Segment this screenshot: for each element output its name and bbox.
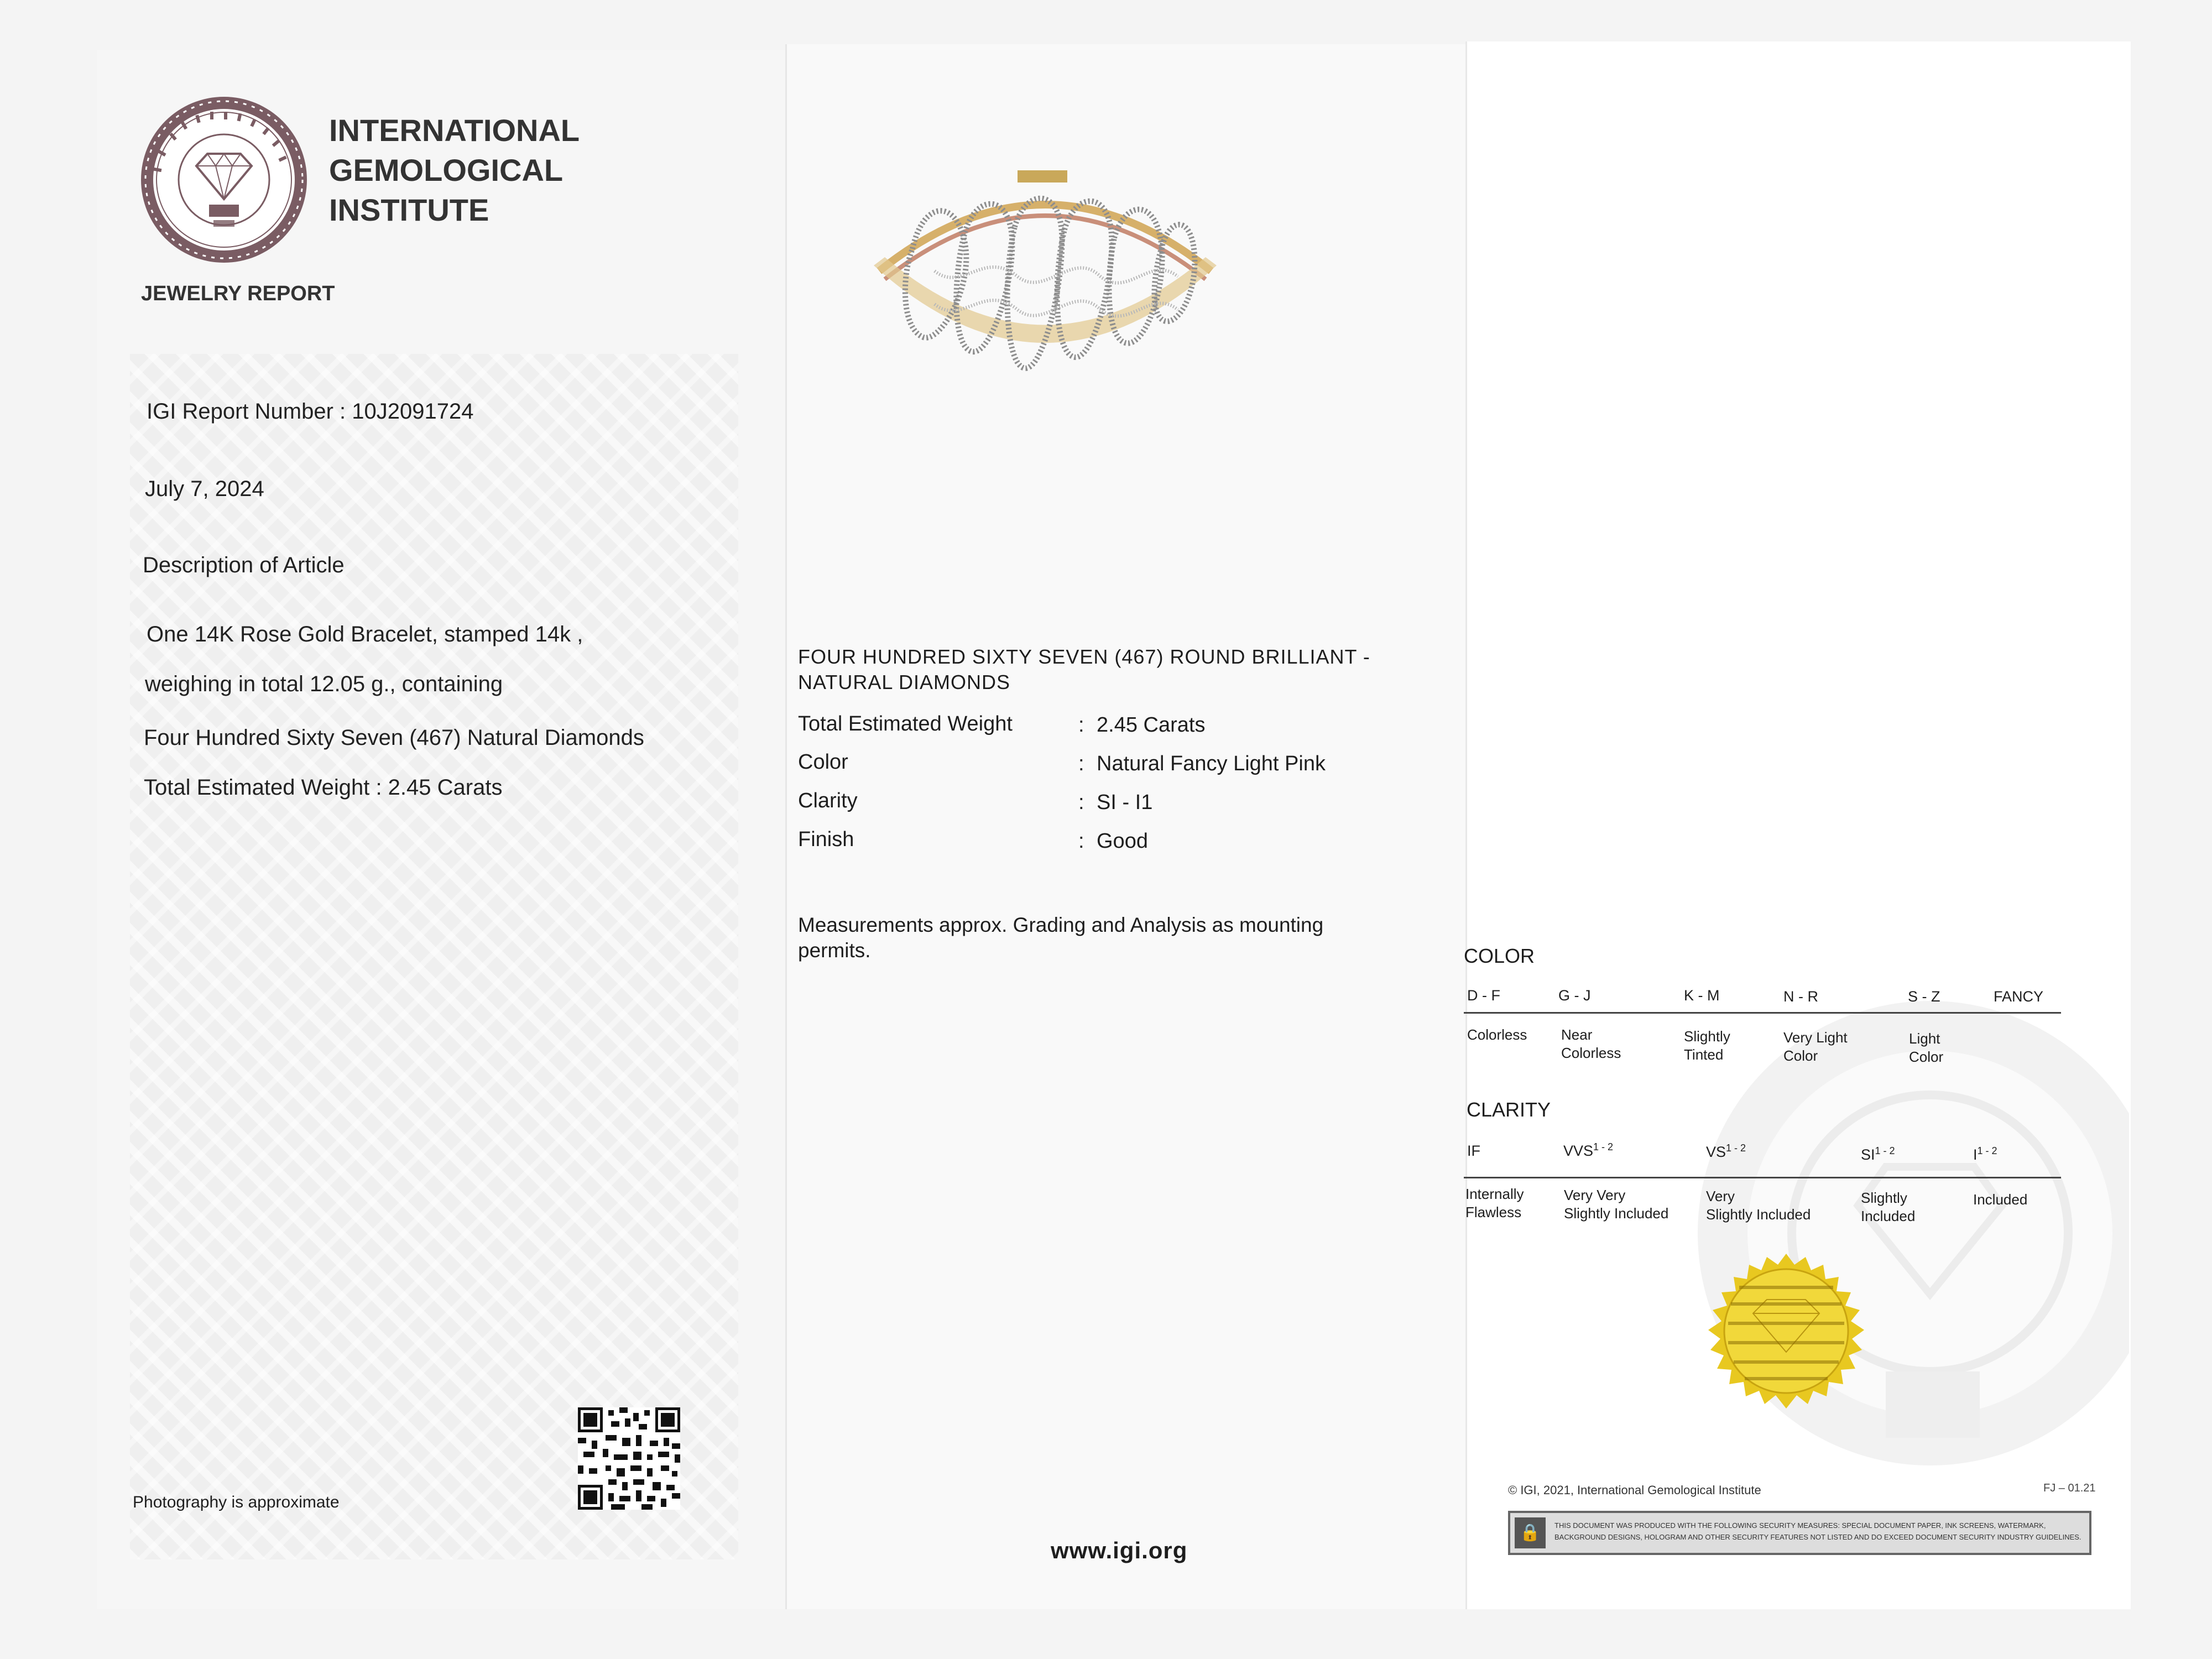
color-desc-gj-line-1: Near [1561,1026,1593,1043]
color-desc-sz-line-1: Light [1909,1030,1940,1047]
color-scale-title: COLOR [1464,945,1535,967]
color-desc-gj [1561,1026,1621,1062]
copyright-notice: © IGI, 2021, International Gemological Institute [1508,1483,1761,1497]
report-date: July 7, 2024 [145,477,264,501]
clarity-grade-vvs-sup: 1 - 2 [1593,1141,1614,1152]
color-scale-rule [1464,1012,2061,1014]
institute-name [329,111,580,230]
security-notice-box [1508,1511,2091,1555]
clarity-grade-if-text: IF [1467,1142,1480,1159]
clarity-grade-vs-text: VS [1706,1144,1726,1160]
stone-description [798,644,1370,695]
clarity-desc-if-line-2: Flawless [1465,1204,1522,1220]
color-grade-fancy: FANCY [1994,988,2044,1005]
stone-description-line-2: NATURAL DIAMONDS [798,671,1011,693]
clarity-grade-if [1467,1142,1480,1160]
report-number: IGI Report Number : 10J2091724 [147,399,474,424]
color-desc-nr-line-1: Very Light [1783,1029,1848,1046]
detail-value-finish: Good [1097,830,1148,853]
clarity-grade-vs [1706,1142,1746,1161]
institute-name-line-1: INTERNATIONAL [329,113,580,148]
bracelet-photo [852,160,1239,409]
color-desc-df [1467,1026,1527,1044]
clarity-desc-si-line-1: Slightly [1861,1190,1907,1206]
website-link[interactable]: www.igi.org [1051,1537,1188,1563]
security-notice-text [1554,1520,2085,1543]
qr-code[interactable] [578,1407,680,1510]
color-grade-gj: G - J [1558,987,1591,1004]
lock-icon: 🔒 [1515,1517,1546,1548]
clarity-desc-i [1973,1191,2027,1209]
detail-label-color: Color [798,750,848,774]
color-desc-gj-line-2: Colorless [1561,1045,1621,1061]
measurement-note-line-1: Measurements approx. Grading and Analysis as mounting [798,914,1324,936]
institute-name-line-3: INSTITUTE [329,192,489,227]
clarity-grade-i-sup: 1 - 2 [1977,1145,1997,1156]
color-desc-sz-line-2: Color [1909,1048,1944,1065]
security-line-2: BACKGROUND DESIGNS, HOLOGRAM AND OTHER SECURITY FEATURES NOT LISTED AND DO EXCEED DOCUMENT SECURITY INDUSTRY GUIDELINES. [1554,1533,2081,1541]
description-line-2: weighing in total 12.05 g., containing [145,672,503,696]
clarity-scale-rule [1464,1177,2061,1178]
detail-colon-weight: : [1078,713,1084,737]
clarity-desc-vvs [1564,1186,1668,1223]
security-line-1: THIS DOCUMENT WAS PRODUCED WITH THE FOLLOWING SECURITY MEASURES: SPECIAL DOCUMENT PAPER, INK SCREENS, WATERMARK, [1554,1521,2046,1530]
clarity-grade-si-sup: 1 - 2 [1875,1145,1895,1156]
color-grade-nr: N - R [1783,988,1818,1005]
clarity-grade-vs-sup: 1 - 2 [1726,1142,1746,1154]
clarity-scale-title: CLARITY [1467,1098,1551,1121]
report-type: JEWELRY REPORT [141,282,335,305]
detail-colon-clarity: : [1078,791,1084,814]
clarity-grade-vvs-text: VVS [1563,1142,1594,1159]
detail-value-weight: 2.45 Carats [1097,713,1206,737]
measurement-note [798,912,1406,963]
color-desc-km [1684,1027,1730,1064]
description-line-1: One 14K Rose Gold Bracelet, stamped 14k , [147,622,583,646]
institute-name-line-2: GEMOLOGICAL [329,153,564,187]
form-code: FJ – 01.21 [2043,1482,2096,1494]
hologram-sticker [1706,1253,1866,1413]
clarity-desc-vs [1706,1187,1811,1224]
clarity-desc-vvs-line-2: Slightly Included [1564,1205,1669,1222]
clarity-grade-vvs [1563,1141,1613,1160]
color-grade-sz: S - Z [1908,988,1940,1005]
clarity-grade-si [1861,1145,1895,1164]
igi-seal-logo [138,94,310,265]
color-desc-nr-line-2: Color [1783,1047,1818,1064]
measurement-note-line-2: permits. [798,939,871,962]
detail-label-clarity: Clarity [798,789,858,812]
description-heading: Description of Article [143,553,345,577]
clarity-grade-si-text: SI [1861,1146,1875,1163]
color-grade-km: K - M [1684,987,1720,1004]
clarity-desc-if-line-1: Internally [1465,1186,1524,1202]
color-desc-km-line-1: Slightly [1684,1028,1730,1045]
description-line-4: Total Estimated Weight : 2.45 Carats [144,775,503,800]
photography-note: Photography is approximate [133,1493,340,1511]
color-desc-km-line-2: Tinted [1684,1046,1724,1063]
clarity-grade-i [1973,1145,1997,1164]
detail-colon-color: : [1078,752,1084,775]
clarity-desc-vvs-line-1: Very Very [1564,1187,1626,1203]
color-grade-df: D - F [1467,987,1500,1004]
clarity-desc-vs-line-2: Slightly Included [1706,1206,1811,1223]
color-desc-nr [1783,1029,1848,1065]
detail-value-clarity: SI - I1 [1097,791,1153,814]
clarity-desc-si [1861,1189,1915,1225]
detail-colon-finish: : [1078,830,1084,853]
detail-value-color: Natural Fancy Light Pink [1097,752,1326,775]
color-desc-df-line-1: Colorless [1467,1026,1527,1043]
clarity-desc-i-line-1: Included [1973,1191,2028,1208]
clarity-desc-si-line-2: Included [1861,1208,1916,1224]
detail-label-finish: Finish [798,828,854,851]
clarity-grade-i-text: I [1973,1146,1978,1163]
stone-description-line-1: FOUR HUNDRED SIXTY SEVEN (467) ROUND BRILLIANT - [798,645,1370,668]
clarity-desc-if [1465,1185,1524,1222]
detail-label-weight: Total Estimated Weight [798,712,1013,735]
description-line-3: Four Hundred Sixty Seven (467) Natural Diamonds [144,726,644,750]
igi-watermark-background [130,354,738,1559]
color-desc-sz [1909,1030,1943,1066]
clarity-desc-vs-line-1: Very [1706,1188,1735,1204]
